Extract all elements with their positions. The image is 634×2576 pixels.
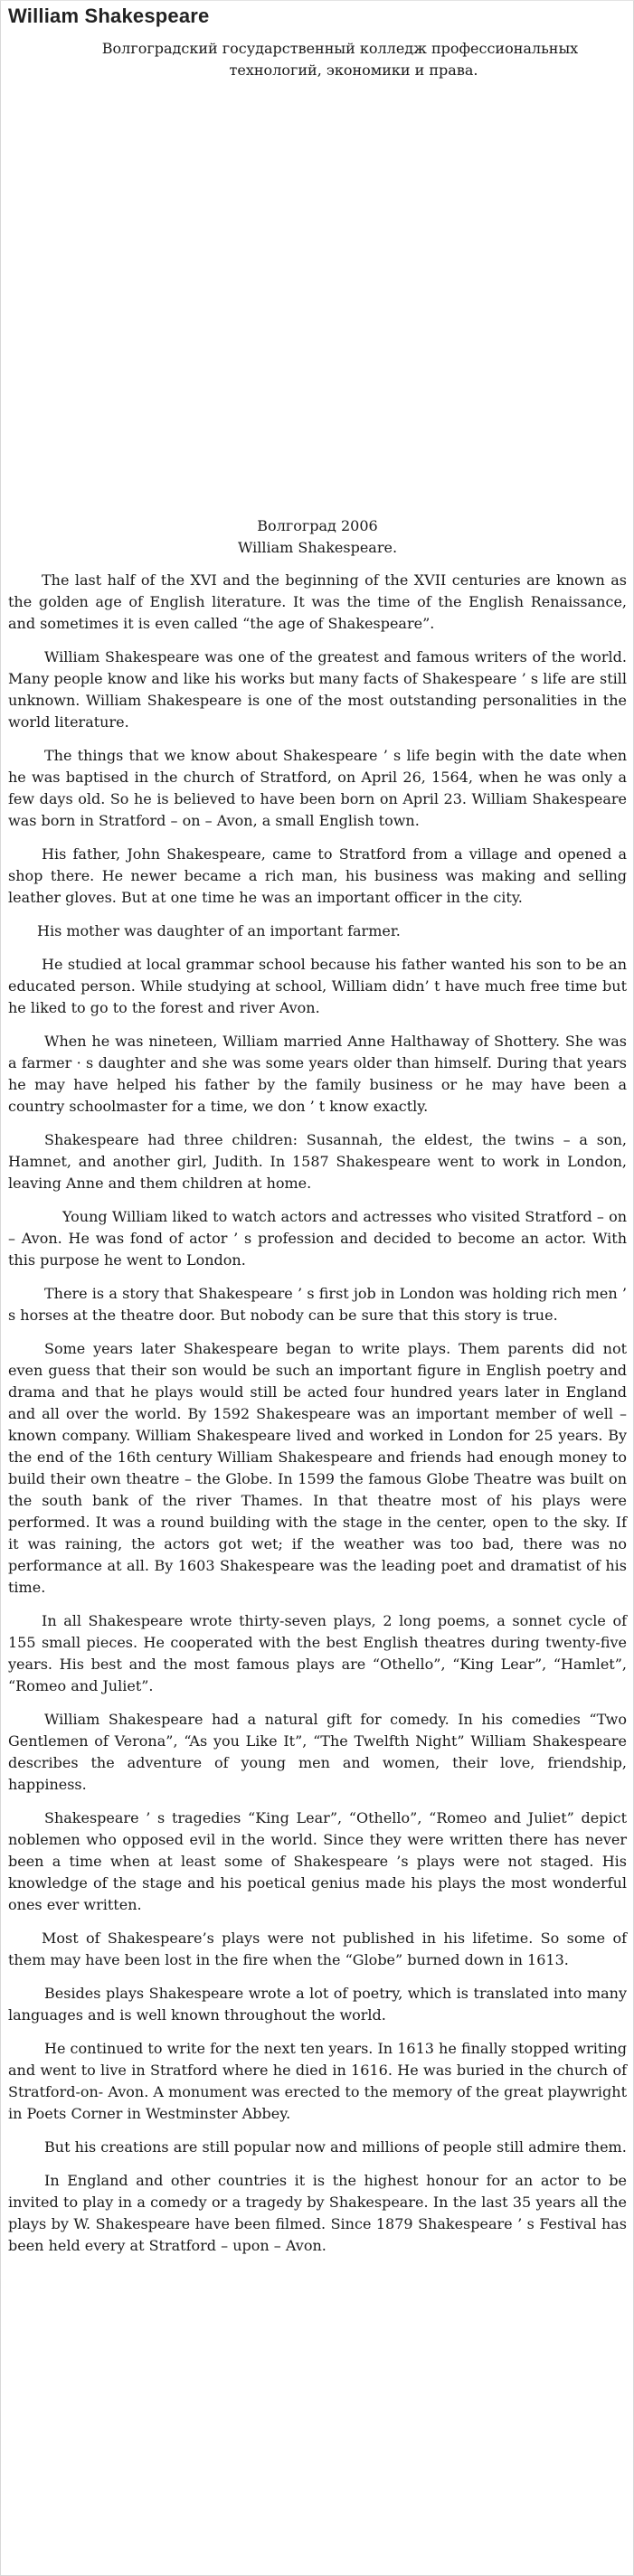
- place-and-year: Волгоград 2006: [257, 517, 378, 534]
- title-page-blank-space: [8, 81, 627, 515]
- college-name: [8, 38, 627, 81]
- paragraph-9: Young William liked to watch actors and actresses who visited Stratford – on – Avon. He was fond of actor ’ s profession and decided to become an actor. With this purpose he went to London.: [8, 1208, 627, 1269]
- paragraph-19: In England and other countries it is the highest honour for an actor to be invited to play in a comedy or a tragedy by Shakespeare. In the last 35 years all the plays by W. Shakespeare have been filmed. Since 1879 Shakespeare ’ s Festival has been held every at Stratford – upon – Avon.: [8, 2172, 627, 2254]
- paragraph-12: In all Shakespeare wrote thirty-seven plays, 2 long poems, a sonnet cycle of 155 small pieces. He cooperated with the best English theatres during twenty-five years. His best and the most famous plays are “Othello”, “King Lear”, “Hamlet”, “Romeo and Juliet”.: [8, 1612, 627, 1694]
- paragraph-18: But his creations are still popular now and millions of people still admire them.: [44, 2138, 627, 2156]
- paragraph-4: His father, John Shakespeare, came to Stratford from a village and opened a shop there. He newer became a rich man, his business was making and selling leather gloves. But at one time he was an important officer in the city.: [8, 845, 627, 906]
- paragraph-7: When he was nineteen, William married Anne Halthaway of Shottery. She was a farmer · s daughter and she was some years older than himself. During that years he may have helped his father by the family business or he may have been a country schoolmaster for a time, we don ’ t know exactly.: [8, 1033, 627, 1115]
- document-body: [8, 38, 627, 2269]
- paragraph-8: Shakespeare had three children: Susannah, the eldest, the twins – a son, Hamnet, and another girl, Judith. In 1587 Shakespeare went to work in London, leaving Anne and them children at home.: [8, 1131, 627, 1192]
- document-heading: William Shakespeare.: [237, 539, 398, 556]
- page-title: William Shakespeare: [8, 5, 210, 27]
- paragraph-6: He studied at local grammar school because his father wanted his son to be an educated person. While studying at school, William didn’ t have much free time but he liked to go to the forest and river Avon.: [8, 956, 627, 1016]
- paragraph-5: His mother was daughter of an important farmer.: [37, 922, 401, 939]
- paragraph-2: William Shakespeare was one of the greatest and famous writers of the world. Many people know and like his works but many facts of Shakespeare ’ s life are still unknown. William Shakespeare is one of the most outstanding personalities in the world literature.: [8, 648, 627, 731]
- paragraph-17: He continued to write for the next ten years. In 1613 he finally stopped writing and went to live in Stratford where he died in 1616. He was buried in the church of Stratford-on- Avon. A monument was erected to the memory of the great playwright in Poets Corner in Westminster Abbey.: [8, 2040, 627, 2122]
- paragraph-11: Some years later Shakespeare began to write plays. Them parents did not even guess that their son would be such an important figure in English poetry and drama and that he plays would still be acted four hundred years later in England and all over the world. By 1592 Shakespeare was an important member of well – known company. William Shakespeare lived and worked in London for 25 years. By the end of the 16th century William Shakespeare and friends had enough money to build their own theatre – the Globe. In 1599 the famous Globe Theatre was built on the south bank of the river Thames. In that theatre most of his plays were performed. It was a round building with the stage in the center, open to the sky. If it was raining, the actors got wet; if the weather was too bad, there was no performance at all. By 1603 Shakespeare was the leading poet and dramatist of his time.: [8, 1340, 627, 1596]
- essay-text: [8, 570, 627, 2257]
- paragraph-1: The last half of the XVI and the beginning of the XVII centuries are known as the golden age of English literature. It was the time of the English Renaissance, and sometimes it is even called “the age of Shakespeare”.: [8, 571, 627, 632]
- college-name-line-2: технологий, экономики и права.: [229, 61, 478, 79]
- paragraph-3: The things that we know about Shakespeare ’ s life begin with the date when he was baptised in the church of Stratford, on April 26, 1564, when he was only a few days old. So he is believed to have been born on April 23. William Shakespeare was born in Stratford – on – Avon, a small English town.: [8, 747, 627, 829]
- paragraph-16: Besides plays Shakespeare wrote a lot of poetry, which is translated into many languages and is well known throughout the world.: [8, 1985, 627, 2024]
- college-name-line-1: Волгоградский государственный колледж профессиональных: [101, 40, 579, 57]
- paragraph-13: William Shakespeare had a natural gift for comedy. In his comedies “Two Gentlemen of Verona”, “As you Like It”, “The Twelfth Night” William Shakespeare describes the adventure of young men and women, their love, friendship, happiness.: [8, 1711, 627, 1793]
- paragraph-15: Most of Shakespeare’s plays were not published in his lifetime. So some of them may have been lost in the fire when the “Globe” burned down in 1613.: [8, 1930, 627, 1968]
- paragraph-10: There is a story that Shakespeare ’ s first job in London was holding rich men ’ s horses at the theatre door. But nobody can be sure that this story is true.: [8, 1285, 627, 1324]
- paragraph-14: Shakespeare ’ s tragedies “King Lear”, “Othello”, “Romeo and Juliet” depict noblemen who opposed evil in the world. Since they were written there has never been a time when at least some of Shakespeare ’s plays were not staged. His knowledge of the stage and his poetical genius made his plays the most wonderful ones ever written.: [8, 1809, 627, 1913]
